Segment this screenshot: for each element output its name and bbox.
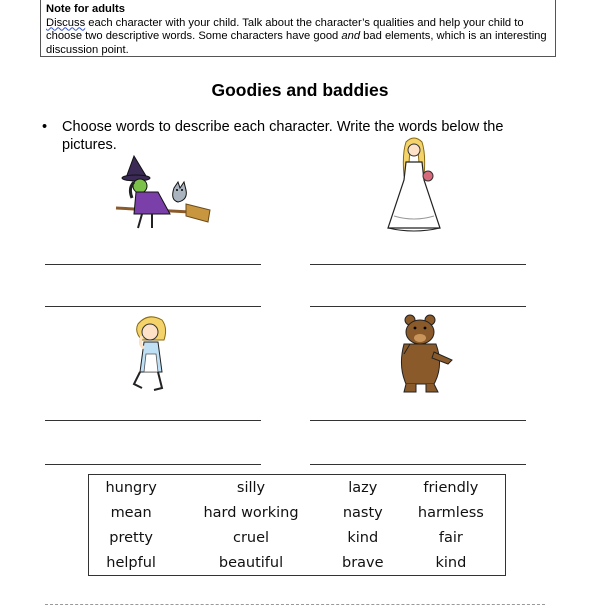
bullet: • (42, 119, 48, 135)
note-body (46, 17, 547, 56)
instruction-text: Choose words to describe each character. Write the words below the pictures. (62, 119, 504, 153)
writing-line[interactable] (45, 464, 261, 465)
writing-line[interactable] (45, 264, 261, 265)
writing-line[interactable] (310, 420, 526, 421)
princess-icon (380, 136, 446, 234)
note-title: Note for adults (46, 3, 125, 15)
word-cell: mean (110, 504, 152, 521)
writing-line[interactable] (310, 306, 526, 307)
word-cell: cruel (232, 529, 270, 546)
girl-in-blue-dress-icon (128, 314, 178, 394)
instruction (42, 118, 542, 154)
word-cell: hard working (203, 504, 299, 521)
word-cell: kind (347, 529, 379, 546)
page-title: Goodies and baddies (211, 80, 389, 100)
word-cell: helpful (106, 554, 156, 571)
word-cell: beautiful (218, 554, 284, 571)
word-cell: kind (435, 554, 467, 571)
writing-line[interactable] (310, 264, 526, 265)
note-for-adults (40, 0, 556, 57)
word-cell: silly (236, 479, 266, 496)
word-cell: friendly (423, 479, 479, 496)
note-first-word: Discuss (46, 16, 86, 29)
word-bank-row (89, 475, 506, 501)
writing-line[interactable] (310, 464, 526, 465)
word-bank-row (89, 525, 506, 550)
word-bank-row (89, 550, 506, 576)
word-cell: pretty (109, 529, 153, 546)
writing-line[interactable] (45, 306, 261, 307)
note-text-b: bad elements, which is an interesting discussion point. (46, 30, 547, 56)
word-bank-row (89, 500, 506, 525)
word-cell: lazy (348, 479, 378, 496)
note-text-a: each character with your child. Talk about the character’s qualities and help your child to choose two descriptive words. Some characters have good (46, 16, 524, 42)
writing-line[interactable] (45, 420, 261, 421)
word-bank (88, 474, 506, 576)
note-emphasis: and (341, 30, 361, 42)
word-cell: hungry (105, 479, 157, 496)
word-cell: fair (438, 529, 463, 546)
page-divider (45, 604, 545, 605)
bear-icon (392, 314, 458, 394)
word-cell: brave (342, 554, 384, 571)
word-cell: harmless (417, 504, 484, 521)
word-cell: nasty (342, 504, 383, 521)
witch-on-broom-icon (112, 152, 212, 236)
